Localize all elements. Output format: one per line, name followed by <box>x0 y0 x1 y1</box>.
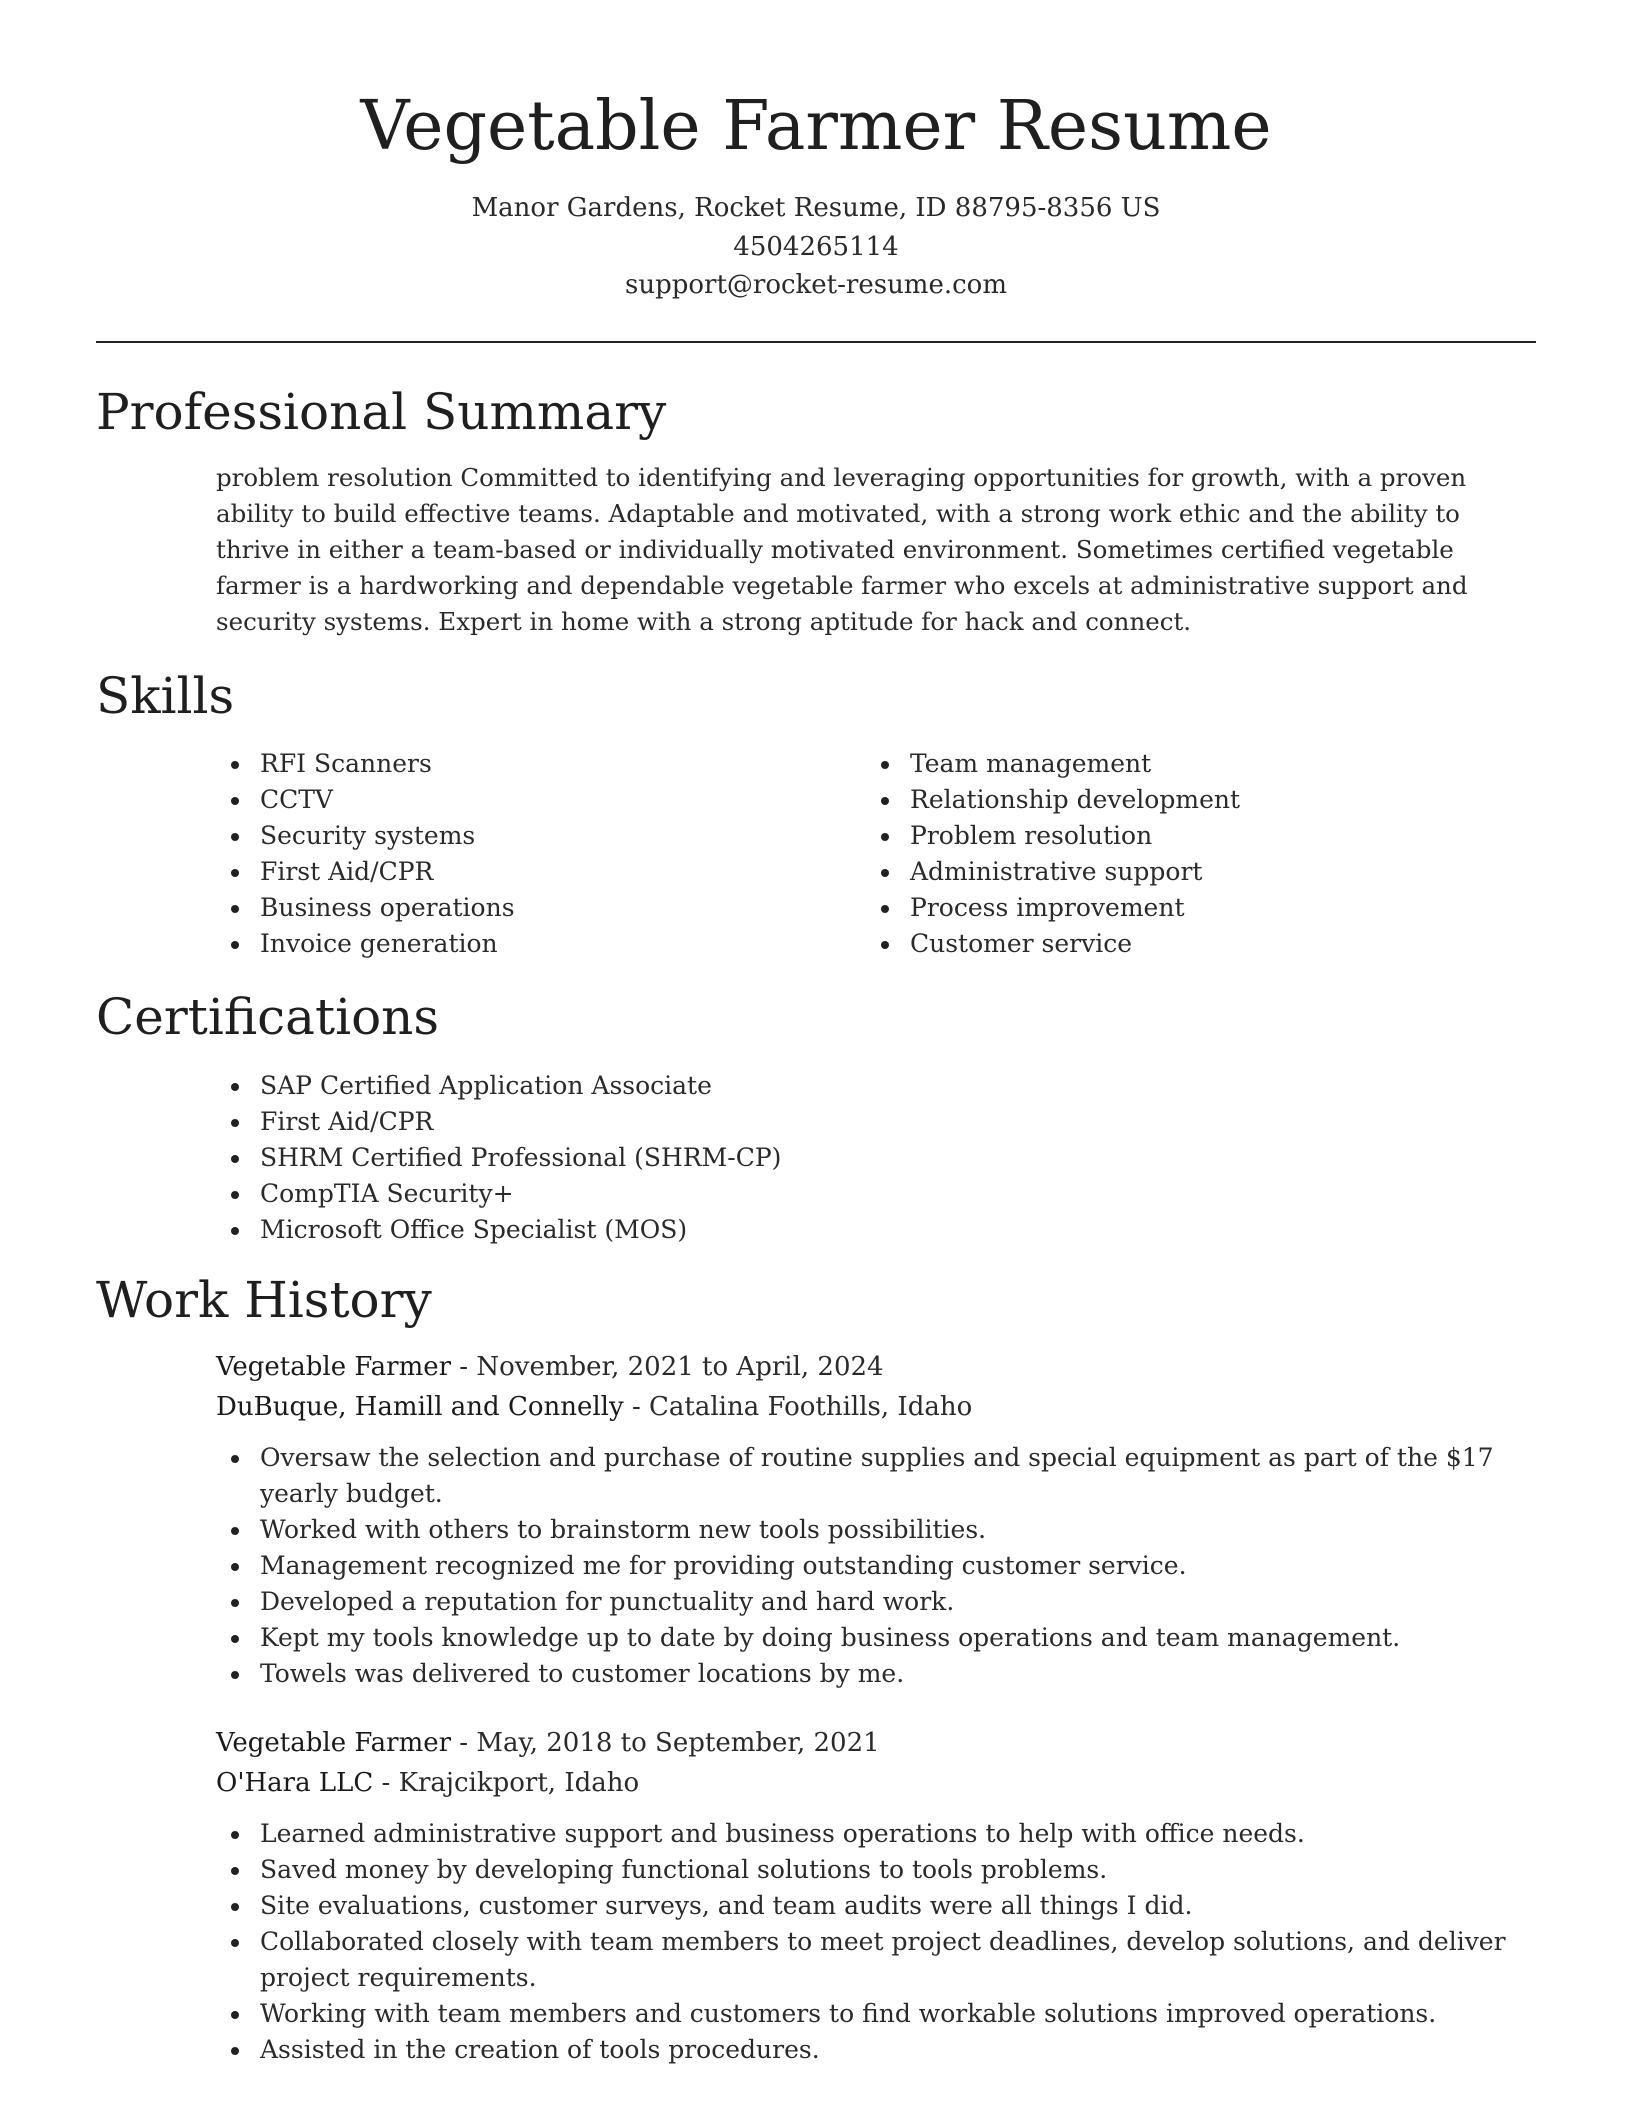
job-duty-item: Working with team members and customers to find workable solutions improved operations. <box>216 1996 1516 2032</box>
resume-title: Vegetable Farmer Resume <box>360 87 1272 166</box>
contact-address: Manor Gardens, Rocket Resume, ID 88795-8356 US <box>471 193 1161 223</box>
job-duties-list <box>216 1440 1516 1692</box>
job-dates: - May, 2018 to September, 2021 <box>451 1728 880 1758</box>
skill-item: First Aid/CPR <box>216 854 836 890</box>
job-duty-item: Site evaluations, customer surveys, and team audits were all things I did. <box>216 1888 1516 1924</box>
certification-item: CompTIA Security+ <box>216 1176 1516 1212</box>
certification-item: Microsoft Office Specialist (MOS) <box>216 1212 1516 1248</box>
job-company: O'Hara LLC <box>216 1768 374 1798</box>
job-duty-item: Saved money by developing functional solutions to tools problems. <box>216 1852 1516 1888</box>
job-location: - Krajcikport, Idaho <box>373 1768 640 1798</box>
job-duty-item: Collaborated closely with team members to meet project deadlines, develop solutions, and deliver project requirements. <box>216 1924 1516 1996</box>
job-company-line <box>216 1765 639 1801</box>
job-duty-item: Developed a reputation for punctuality and hard work. <box>216 1584 1516 1620</box>
job-duty-item: Assisted in the creation of tools procedures. <box>216 2032 1516 2068</box>
job-title-line <box>216 1725 880 1761</box>
skill-item: Relationship development <box>866 782 1526 818</box>
header-divider <box>96 341 1536 343</box>
summary-heading: Professional Summary <box>96 383 667 441</box>
certifications-list <box>216 1068 1516 1248</box>
certifications-heading: Certifications <box>96 988 440 1046</box>
job-duty-item: Towels was delivered to customer locations by me. <box>216 1656 1516 1692</box>
job-dates: - November, 2021 to April, 2024 <box>451 1352 884 1382</box>
skills-list-left <box>216 746 836 962</box>
job-duties-list <box>216 1816 1516 2068</box>
job-duty-item: Worked with others to brainstorm new tools possibilities. <box>216 1512 1516 1548</box>
job-duty-item: Kept my tools knowledge up to date by doing business operations and team management. <box>216 1620 1516 1656</box>
job-company-line <box>216 1389 972 1425</box>
certification-item: First Aid/CPR <box>216 1104 1516 1140</box>
skill-item: Administrative support <box>866 854 1526 890</box>
job-duty-item: Learned administrative support and business operations to help with office needs. <box>216 1816 1516 1852</box>
skill-item: RFI Scanners <box>216 746 836 782</box>
skills-list-right <box>866 746 1526 962</box>
skill-item: Process improvement <box>866 890 1526 926</box>
contact-email: support@rocket-resume.com <box>624 270 1007 300</box>
job-company: DuBuque, Hamill and Connelly <box>216 1392 624 1422</box>
skill-item: Invoice generation <box>216 926 836 962</box>
skill-item: CCTV <box>216 782 836 818</box>
skill-item: Customer service <box>866 926 1526 962</box>
job-title: Vegetable Farmer <box>216 1352 452 1382</box>
job-location: - Catalina Foothills, Idaho <box>623 1392 973 1422</box>
skills-heading: Skills <box>96 667 235 725</box>
job-title: Vegetable Farmer <box>216 1728 452 1758</box>
job-title-line <box>216 1349 884 1385</box>
skill-item: Team management <box>866 746 1526 782</box>
skill-item: Problem resolution <box>866 818 1526 854</box>
summary-text: problem resolution Committed to identifying and leveraging opportunities for growth, with a proven ability to build effective teams. Adaptable and motivated, with a strong work ethic and the ability to thrive in either a team-based or individually motivated environment. Sometimes certified vegetable farmer is a hardworking and dependable vegetable farmer who excels at administrative support and security systems. Expert in home with a strong aptitude for hack and connect. <box>216 463 1468 636</box>
skill-item: Business operations <box>216 890 836 926</box>
contact-phone: 4504265114 <box>733 232 899 262</box>
job-duty-item: Management recognized me for providing outstanding customer service. <box>216 1548 1516 1584</box>
job-duty-item: Oversaw the selection and purchase of routine supplies and special equipment as part of the $17 yearly budget. <box>216 1440 1516 1512</box>
work-history-heading: Work History <box>96 1271 432 1329</box>
certification-item: SHRM Certified Professional (SHRM-CP) <box>216 1140 1516 1176</box>
skill-item: Security systems <box>216 818 836 854</box>
certification-item: SAP Certified Application Associate <box>216 1068 1516 1104</box>
